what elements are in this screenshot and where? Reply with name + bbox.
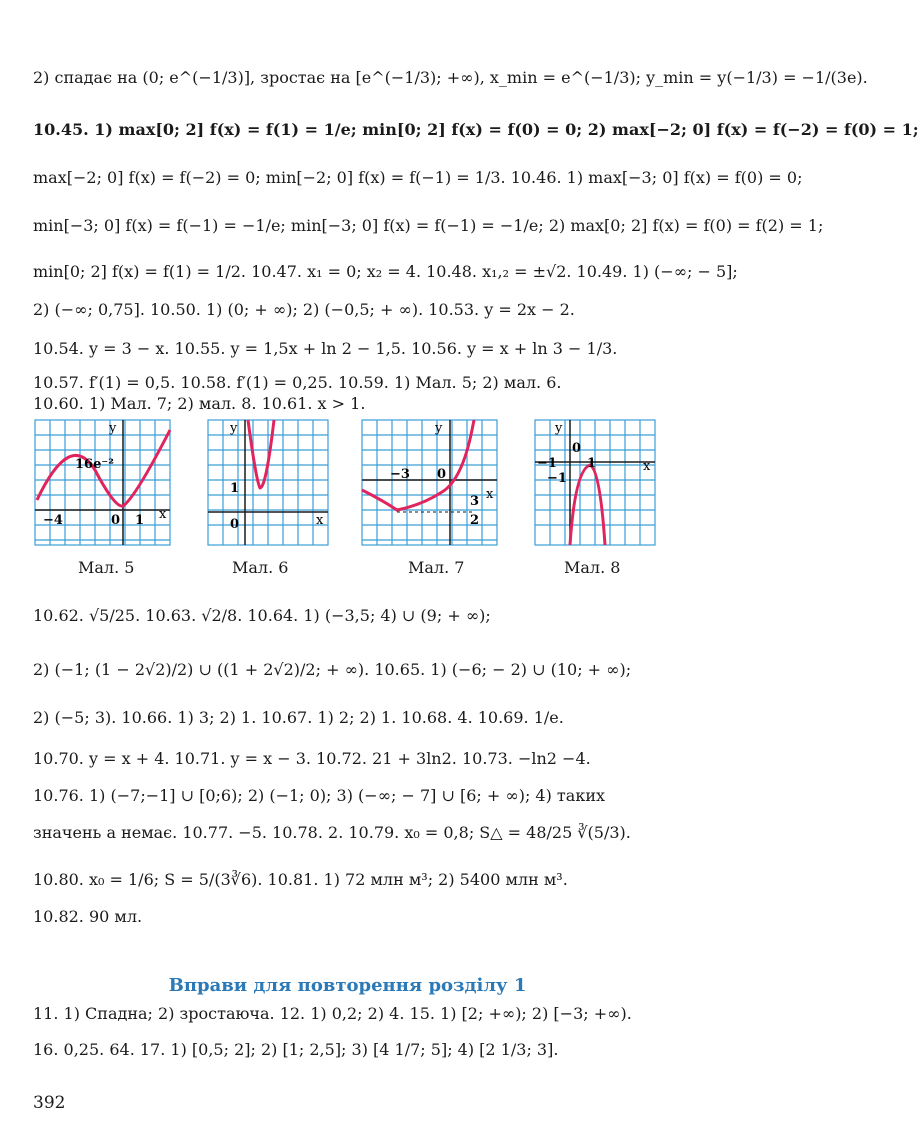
g7-label-2: 2 [470,513,480,528]
caption-mal-8: Мал. 8 [564,558,621,577]
graph-mal-7 [362,420,497,545]
caption-mal-5: Мал. 5 [78,558,135,577]
answer-line-7: 10.54. y = 3 − x. 10.55. y = 1,5x + ln 2 − 1,5. 10.56. y = x + ln 3 − 1/3. [33,339,618,358]
g8-label-x: x [643,459,651,474]
answer-line-1: 2) спадає на (0; e^(−1/3)], зростає на [e^(−1/3); +∞), x_min = e^(−1/3); y_min = y(−1/3) = −1/(3e). [33,68,868,87]
graph-mal-6 [208,420,328,545]
answer-line-5: min[0; 2] f(x) = f(1) = 1/2. 10.47. x₁ = 0; x₂ = 4. 10.48. x₁,₂ = ±√2. 10.49. 1) (−∞; − 5]; [33,262,738,281]
section-heading: Вправи для повторення розділу 1 [168,975,527,996]
answer-line-17: 10.82. 90 мл. [33,907,143,926]
answer-line-15: значень a немає. 10.77. −5. 10.78. 2. 10.79. x₀ = 0,8; S△ = 48/25 ∛(5/3). [33,823,631,842]
g8-label-0: 0 [572,441,582,456]
g8-label-y: y [555,421,563,436]
g6-label-1: 1 [230,481,240,496]
answer-line-6: 2) (−∞; 0,75]. 10.50. 1) (0; + ∞); 2) (−0,5; + ∞). 10.53. y = 2x − 2. [33,300,575,319]
g6-label-x: x [316,513,324,528]
g8-label-1: 1 [587,456,597,471]
g7-label-3: 3 [470,494,480,509]
answer-line-4: min[−3; 0] f(x) = f(−1) = −1/e; min[−3; 0] f(x) = f(−1) = −1/e; 2) max[0; 2] f(x) = f(0) = f(2) = 1; [33,216,824,235]
graph-mal-5 [35,420,170,545]
page-number: 392 [33,1093,66,1113]
answer-line-8: 10.57. f′(1) = 0,5. 10.58. f′(1) = 0,25. 10.59. 1) Мал. 5; 2) мал. 6. [33,373,562,392]
caption-mal-6: Мал. 6 [232,558,289,577]
g5-label-0: 0 [111,513,121,528]
g5-label-1: 1 [135,513,145,528]
answer-line-11: 2) (−1; (1 − 2√2)/2) ∪ ((1 + 2√2)/2; + ∞). 10.65. 1) (−6; − 2) ∪ (10; + ∞); [33,660,632,679]
caption-mal-7: Мал. 7 [408,558,465,577]
answer-line-9: 10.60. 1) Мал. 7; 2) мал. 8. 10.61. x > 1. [33,394,366,413]
answer-line-16: 10.80. x₀ = 1/6; S = 5/(3∛6). 10.81. 1) 72 млн м³; 2) 5400 млн м³. [33,870,568,889]
g5-label-minus4: −4 [43,513,63,528]
g7-label-y: y [435,421,443,436]
g5-label-y: y [109,421,117,436]
answer-line-14: 10.76. 1) (−7;−1] ∪ [0;6); 2) (−1; 0); 3) (−∞; − 7] ∪ [6; + ∞); 4) таких [33,786,606,805]
answer-line-10: 10.62. √5/25. 10.63. √2/8. 10.64. 1) (−3,5; 4) ∪ (9; + ∞); [33,606,491,625]
g7-label-x: x [486,487,494,502]
g5-label-x: x [159,507,167,522]
answer-line-12: 2) (−5; 3). 10.66. 1) 3; 2) 1. 10.67. 1) 2; 2) 1. 10.68. 4. 10.69. 1/e. [33,708,564,727]
graph-mal-8 [535,420,655,545]
answer-line-13: 10.70. y = x + 4. 10.71. y = x − 3. 10.72. 21 + 3ln2. 10.73. −ln2 −4. [33,749,591,768]
answer-line-2: 10.45. 1) max[0; 2] f(x) = f(1) = 1/e; min[0; 2] f(x) = f(0) = 0; 2) max[−2; 0] f(x) = f(−2) = f(0) = 1; [33,120,919,139]
answer-line-3: max[−2; 0] f(x) = f(−2) = 0; min[−2; 0] f(x) = f(−1) = 1/3. 10.46. 1) max[−3; 0] f(x) = f(0) = 0; [33,168,803,187]
g6-label-y: y [230,421,238,436]
review-line-2: 16. 0,25. 64. 17. 1) [0,5; 2]; 2) [1; 2,5]; 3) [4 1/7; 5]; 4) [2 1/3; 3]. [33,1040,559,1059]
g6-label-0: 0 [230,517,240,532]
g8-label-minus1-y: −1 [547,471,567,486]
g7-label-0: 0 [437,467,447,482]
g8-label-minus1-x: −1 [537,456,557,471]
g5-label-16e: 16e⁻² [75,457,114,472]
review-line-1: 11. 1) Спадна; 2) зростаюча. 12. 1) 0,2; 2) 4. 15. 1) [2; +∞); 2) [−3; +∞). [33,1004,632,1023]
g7-label-minus3: −3 [390,467,410,482]
